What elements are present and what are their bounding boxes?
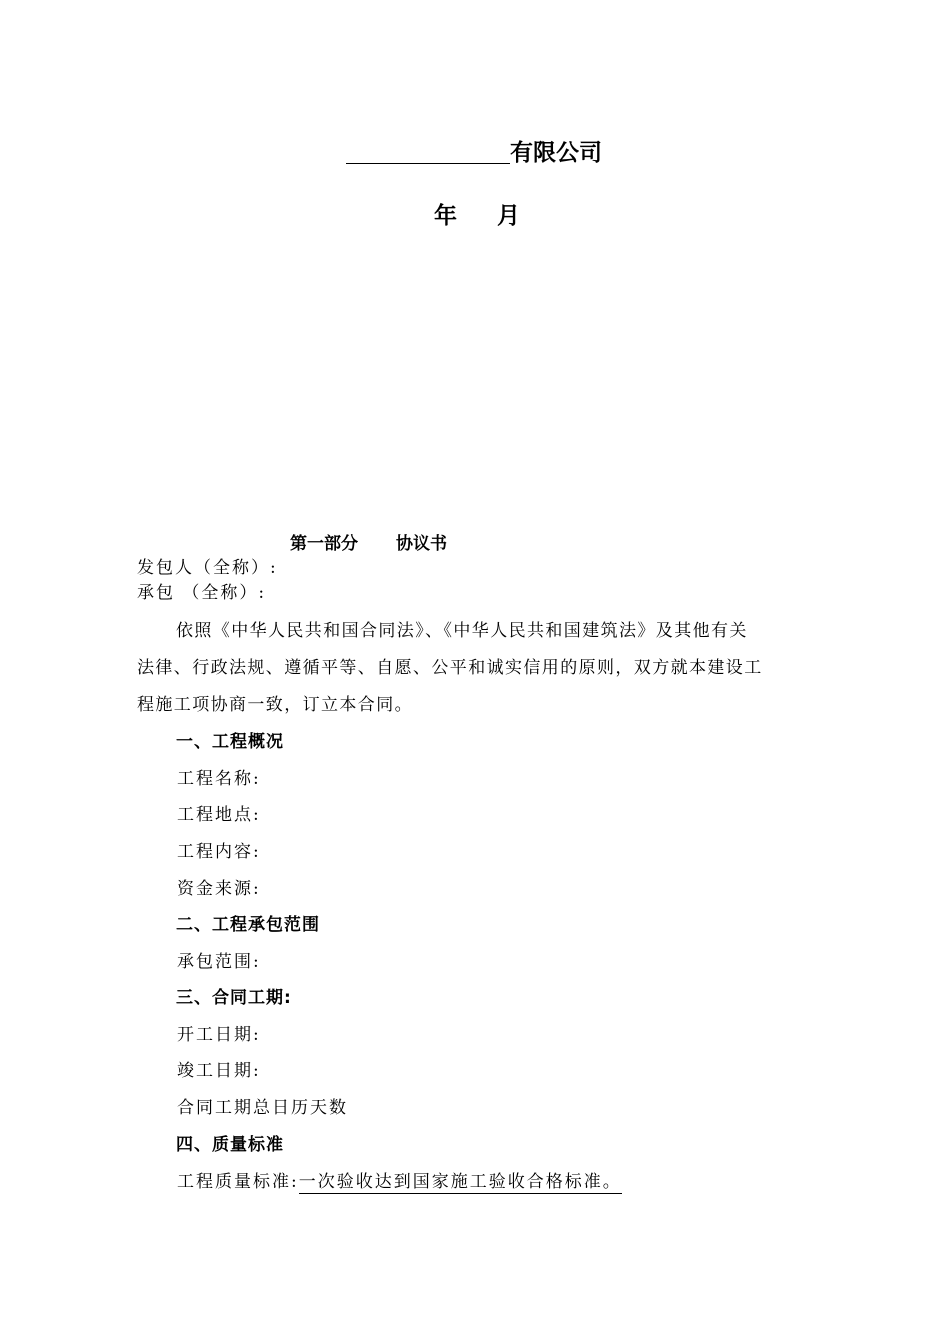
completion-date-field: 竣工日期: bbox=[177, 1061, 261, 1081]
part-name: 协议书 bbox=[396, 534, 447, 554]
year-label: 年 bbox=[434, 203, 457, 229]
total-days-field: 合同工期总日历天数 bbox=[177, 1098, 348, 1118]
section-2-heading: 二、工程承包范围 bbox=[176, 915, 320, 935]
quality-standard-value: 一次验收达到国家施工验收合格标准。 bbox=[298, 1172, 622, 1192]
company-name-line bbox=[346, 138, 602, 168]
quality-standard-label: 工程质量标准: bbox=[177, 1172, 299, 1192]
start-date-field: 开工日期: bbox=[177, 1025, 261, 1045]
funding-source-field: 资金来源: bbox=[177, 879, 261, 899]
project-location-field: 工程地点: bbox=[177, 805, 261, 825]
intro-line-2: 法律、行政法规、遵循平等、自愿、公平和诚实信用的原则，双方就本建设工 bbox=[137, 658, 763, 678]
intro-line-3: 程施工项协商一致，订立本合同。 bbox=[137, 695, 413, 715]
part-title bbox=[290, 532, 447, 556]
section-3-heading: 三、合同工期: bbox=[176, 988, 292, 1008]
intro-line-1: 依照《中华人民共和国合同法》、《中华人民共和国建筑法》及其他有关 bbox=[176, 621, 748, 641]
section-4-heading: 四、质量标准 bbox=[176, 1135, 284, 1155]
contractor-line: 承包 （全称）: bbox=[137, 583, 267, 603]
employer-line: 发包人（全称）: bbox=[137, 558, 278, 578]
part-number: 第一部分 bbox=[290, 534, 358, 554]
company-suffix: 有限公司 bbox=[510, 140, 602, 166]
date-line bbox=[434, 201, 520, 231]
quality-standard-line bbox=[177, 1170, 622, 1194]
company-name-blank bbox=[346, 138, 510, 164]
project-name-field: 工程名称: bbox=[177, 769, 261, 789]
project-content-field: 工程内容: bbox=[177, 842, 261, 862]
scope-field: 承包范围: bbox=[177, 952, 261, 972]
section-1-heading: 一、工程概况 bbox=[176, 732, 284, 752]
month-label: 月 bbox=[497, 203, 520, 229]
